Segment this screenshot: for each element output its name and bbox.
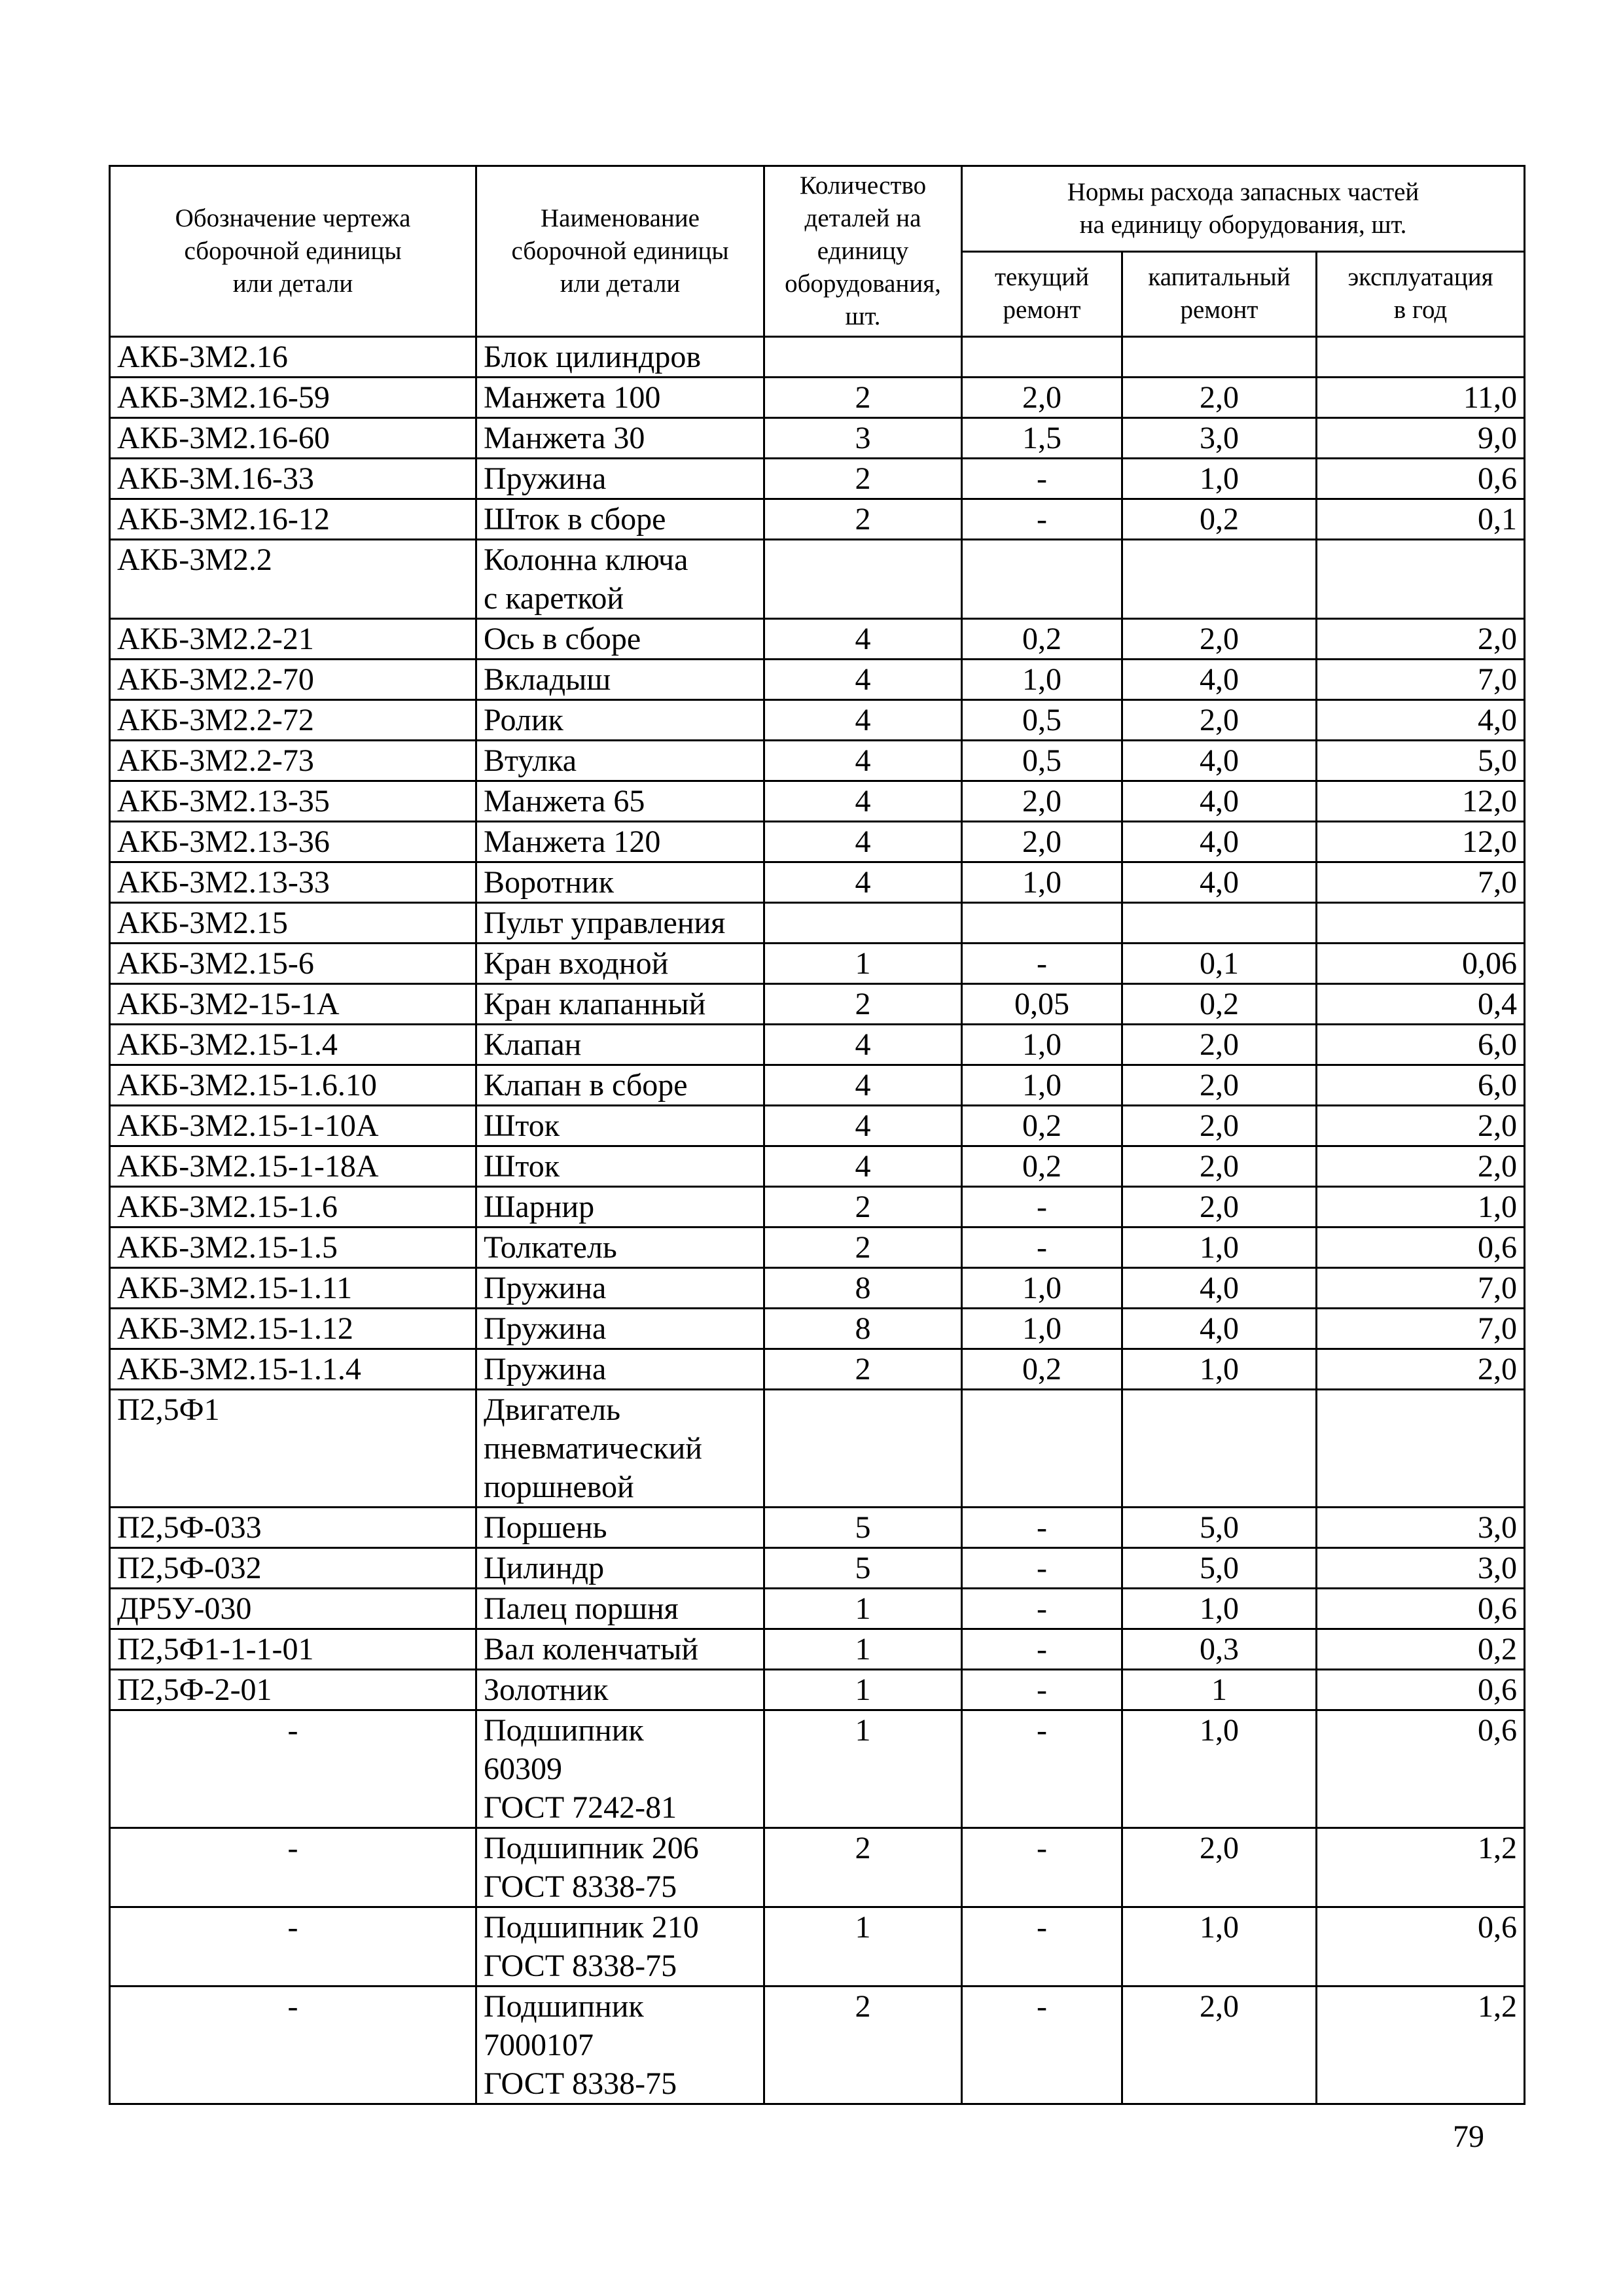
cell-unit-name: Кран входной [476,944,764,984]
cell-capital-repair: 3,0 [1122,418,1317,459]
cell-unit-name: Клапан в сборе [476,1065,764,1106]
table-row [110,619,1525,660]
table-row [110,1146,1525,1187]
cell-current-repair: - [962,1710,1122,1828]
cell-capital-repair: 2,0 [1122,378,1317,418]
cell-quantity: 4 [764,1146,962,1187]
cell-drawing-code: АКБ-3М2.15-6 [110,944,476,984]
cell-quantity: 4 [764,660,962,700]
cell-unit-name: Пружина [476,1349,764,1390]
cell-unit-name: Втулка [476,741,764,781]
header-unit-name: Наименование сборочной единицы или детали [476,166,764,337]
cell-quantity [764,1390,962,1508]
cell-drawing-code: - [110,1710,476,1828]
cell-current-repair: - [962,499,1122,540]
cell-drawing-code: АКБ-3М2.15-1.6.10 [110,1065,476,1106]
cell-quantity: 4 [764,822,962,862]
cell-quantity: 1 [764,1907,962,1987]
table-row [110,1589,1525,1629]
cell-unit-name: Манжета 65 [476,781,764,822]
page-number: 79 [1453,2119,1484,2154]
cell-unit-name: Вал коленчатый [476,1629,764,1670]
cell-operation-per-year: 2,0 [1317,619,1525,660]
cell-operation-per-year: 5,0 [1317,741,1525,781]
cell-current-repair: 1,0 [962,1309,1122,1349]
cell-unit-name: Золотник [476,1670,764,1710]
cell-operation-per-year: 1,2 [1317,1828,1525,1907]
table-row [110,1106,1525,1146]
cell-unit-name: Манжета 120 [476,822,764,862]
cell-quantity: 5 [764,1508,962,1548]
cell-current-repair: - [962,459,1122,499]
cell-current-repair: 0,2 [962,1146,1122,1187]
header-consumption-norms: Нормы расхода запасных частей на единицу оборудования, шт. [962,166,1525,252]
cell-quantity: 4 [764,700,962,741]
cell-current-repair: 2,0 [962,378,1122,418]
table-body [110,337,1525,2104]
cell-quantity: 4 [764,1065,962,1106]
cell-unit-name: Шток [476,1106,764,1146]
table-row [110,660,1525,700]
table-row [110,1508,1525,1548]
cell-unit-name: Пружина [476,1268,764,1309]
section-row [110,1390,1525,1508]
cell-unit-name: Двигатель пневматический поршневой [476,1390,764,1508]
cell-quantity [764,903,962,944]
cell-unit-name: Манжета 30 [476,418,764,459]
cell-operation-per-year: 0,6 [1317,1670,1525,1710]
cell-operation-per-year [1317,337,1525,378]
cell-drawing-code: П2,5Ф-2-01 [110,1670,476,1710]
cell-capital-repair: 5,0 [1122,1508,1317,1548]
cell-unit-name: Ось в сборе [476,619,764,660]
table-row [110,1710,1525,1828]
cell-current-repair: - [962,1987,1122,2104]
cell-drawing-code: АКБ-3М2.2-72 [110,700,476,741]
cell-operation-per-year: 0,1 [1317,499,1525,540]
cell-current-repair [962,337,1122,378]
cell-quantity: 4 [764,741,962,781]
table-row [110,822,1525,862]
cell-quantity [764,540,962,619]
cell-drawing-code: АКБ-3М2.2 [110,540,476,619]
cell-capital-repair: 2,0 [1122,1146,1317,1187]
cell-capital-repair: 1,0 [1122,1349,1317,1390]
cell-current-repair: 1,0 [962,1268,1122,1309]
cell-current-repair: 1,0 [962,660,1122,700]
cell-current-repair: 0,2 [962,1106,1122,1146]
cell-unit-name: Колонна ключа с кареткой [476,540,764,619]
cell-current-repair: 0,5 [962,741,1122,781]
cell-unit-name: Шток [476,1146,764,1187]
header-capital-repair: капитальный ремонт [1122,251,1317,337]
cell-drawing-code: ДР5У-030 [110,1589,476,1629]
cell-capital-repair [1122,1390,1317,1508]
cell-capital-repair: 2,0 [1122,1106,1317,1146]
cell-operation-per-year: 12,0 [1317,781,1525,822]
cell-unit-name: Цилиндр [476,1548,764,1589]
cell-drawing-code: - [110,1987,476,2104]
cell-capital-repair: 4,0 [1122,862,1317,903]
cell-operation-per-year: 7,0 [1317,1268,1525,1309]
cell-operation-per-year: 0,6 [1317,459,1525,499]
table-row [110,1670,1525,1710]
cell-unit-name: Толкатель [476,1227,764,1268]
cell-drawing-code: АКБ-3М2.15-1.1.4 [110,1349,476,1390]
cell-unit-name: Поршень [476,1508,764,1548]
cell-quantity: 2 [764,984,962,1025]
cell-capital-repair: 2,0 [1122,1828,1317,1907]
cell-quantity: 2 [764,378,962,418]
cell-unit-name: Воротник [476,862,764,903]
cell-operation-per-year: 2,0 [1317,1106,1525,1146]
cell-unit-name: Подшипник 60309 ГОСТ 7242-81 [476,1710,764,1828]
cell-drawing-code: АКБ-3М2.13-33 [110,862,476,903]
cell-current-repair: - [962,1907,1122,1987]
spare-parts-table [109,165,1525,2105]
cell-quantity: 2 [764,1187,962,1227]
cell-quantity: 4 [764,1025,962,1065]
table-row [110,944,1525,984]
cell-capital-repair: 4,0 [1122,1309,1317,1349]
cell-quantity: 1 [764,1670,962,1710]
cell-operation-per-year: 11,0 [1317,378,1525,418]
table-row [110,378,1525,418]
cell-capital-repair: 4,0 [1122,1268,1317,1309]
cell-quantity: 1 [764,1629,962,1670]
cell-capital-repair: 0,2 [1122,984,1317,1025]
cell-unit-name: Подшипник 7000107 ГОСТ 8338-75 [476,1987,764,2104]
cell-current-repair [962,540,1122,619]
cell-operation-per-year: 4,0 [1317,700,1525,741]
table-header [110,166,1525,337]
cell-unit-name: Подшипник 206 ГОСТ 8338-75 [476,1828,764,1907]
table-row [110,1065,1525,1106]
table-row [110,862,1525,903]
cell-capital-repair: 0,1 [1122,944,1317,984]
cell-operation-per-year [1317,540,1525,619]
cell-quantity: 1 [764,1710,962,1828]
cell-drawing-code: АКБ-3М2.16-59 [110,378,476,418]
cell-current-repair: 1,0 [962,1065,1122,1106]
cell-capital-repair: 1 [1122,1670,1317,1710]
cell-capital-repair [1122,540,1317,619]
cell-capital-repair: 2,0 [1122,700,1317,741]
cell-current-repair: - [962,1629,1122,1670]
table-row [110,499,1525,540]
table-row [110,1548,1525,1589]
cell-quantity: 4 [764,619,962,660]
cell-unit-name: Пружина [476,459,764,499]
table-row [110,1025,1525,1065]
cell-unit-name: Вкладыш [476,660,764,700]
cell-quantity: 3 [764,418,962,459]
cell-unit-name: Подшипник 210 ГОСТ 8338-75 [476,1907,764,1987]
cell-operation-per-year: 7,0 [1317,660,1525,700]
header-current-repair: текущий ремонт [962,251,1122,337]
cell-drawing-code: П2,5Ф1 [110,1390,476,1508]
cell-capital-repair: 0,3 [1122,1629,1317,1670]
cell-capital-repair: 5,0 [1122,1548,1317,1589]
cell-drawing-code: АКБ-3М2.16-60 [110,418,476,459]
header-operation-per-year: эксплуатация в год [1317,251,1525,337]
cell-capital-repair: 1,0 [1122,1710,1317,1828]
cell-capital-repair: 1,0 [1122,459,1317,499]
cell-quantity: 2 [764,1349,962,1390]
cell-operation-per-year: 0,6 [1317,1227,1525,1268]
cell-drawing-code: АКБ-3М2-15-1А [110,984,476,1025]
cell-operation-per-year: 0,2 [1317,1629,1525,1670]
cell-capital-repair: 4,0 [1122,660,1317,700]
cell-capital-repair: 0,2 [1122,499,1317,540]
table-row [110,1268,1525,1309]
cell-operation-per-year: 2,0 [1317,1349,1525,1390]
cell-quantity: 1 [764,944,962,984]
cell-current-repair: - [962,1548,1122,1589]
cell-quantity: 4 [764,1106,962,1146]
cell-current-repair: - [962,1508,1122,1548]
table-row [110,337,1525,378]
header-drawing-code: Обозначение чертежа сборочной единицы или детали [110,166,476,337]
cell-capital-repair [1122,903,1317,944]
cell-quantity: 1 [764,1589,962,1629]
cell-operation-per-year: 6,0 [1317,1065,1525,1106]
cell-current-repair [962,903,1122,944]
cell-operation-per-year: 0,06 [1317,944,1525,984]
cell-operation-per-year: 1,2 [1317,1987,1525,2104]
cell-unit-name: Шарнир [476,1187,764,1227]
cell-capital-repair: 2,0 [1122,1065,1317,1106]
cell-operation-per-year [1317,903,1525,944]
cell-drawing-code: АКБ-3М2.2-73 [110,741,476,781]
cell-capital-repair: 4,0 [1122,781,1317,822]
table-row [110,741,1525,781]
cell-quantity: 2 [764,1987,962,2104]
cell-operation-per-year: 0,6 [1317,1710,1525,1828]
cell-unit-name: Ролик [476,700,764,741]
cell-operation-per-year [1317,1390,1525,1508]
header-quantity: Количество деталей на единицу оборудования, шт. [764,166,962,337]
cell-drawing-code: П2,5Ф-032 [110,1548,476,1589]
cell-operation-per-year: 3,0 [1317,1508,1525,1548]
cell-unit-name: Шток в сборе [476,499,764,540]
cell-drawing-code: АКБ-3М2.15-1.12 [110,1309,476,1349]
cell-current-repair: 0,5 [962,700,1122,741]
table-row [110,1629,1525,1670]
cell-quantity: 2 [764,1227,962,1268]
cell-drawing-code: П2,5Ф-033 [110,1508,476,1548]
cell-current-repair: - [962,1589,1122,1629]
cell-current-repair: 0,2 [962,619,1122,660]
table-row [110,1987,1525,2104]
cell-drawing-code: - [110,1907,476,1987]
cell-quantity: 4 [764,781,962,822]
cell-operation-per-year: 6,0 [1317,1025,1525,1065]
cell-operation-per-year: 7,0 [1317,1309,1525,1349]
table-row [110,1349,1525,1390]
table-row [110,459,1525,499]
cell-capital-repair [1122,337,1317,378]
cell-current-repair: 1,5 [962,418,1122,459]
section-row [110,903,1525,944]
table-row [110,1227,1525,1268]
cell-current-repair: 2,0 [962,822,1122,862]
cell-quantity [764,337,962,378]
cell-operation-per-year: 12,0 [1317,822,1525,862]
cell-operation-per-year: 0,6 [1317,1589,1525,1629]
cell-unit-name: Блок цилиндров [476,337,764,378]
cell-drawing-code: АКБ-3М2.15-1.6 [110,1187,476,1227]
table-row [110,984,1525,1025]
cell-current-repair: 0,05 [962,984,1122,1025]
cell-operation-per-year: 0,6 [1317,1907,1525,1987]
cell-current-repair: - [962,944,1122,984]
cell-unit-name: Пульт управления [476,903,764,944]
cell-capital-repair: 2,0 [1122,1987,1317,2104]
cell-unit-name: Пружина [476,1309,764,1349]
cell-operation-per-year: 0,4 [1317,984,1525,1025]
cell-drawing-code: АКБ-3М2.2-21 [110,619,476,660]
cell-drawing-code: АКБ-3М2.15-1.4 [110,1025,476,1065]
cell-capital-repair: 1,0 [1122,1227,1317,1268]
cell-drawing-code: АКБ-3М2.2-70 [110,660,476,700]
cell-quantity: 8 [764,1268,962,1309]
cell-quantity: 2 [764,1828,962,1907]
cell-current-repair: - [962,1828,1122,1907]
cell-current-repair: - [962,1670,1122,1710]
cell-drawing-code: АКБ-3М2.13-36 [110,822,476,862]
cell-capital-repair: 2,0 [1122,1187,1317,1227]
cell-drawing-code: АКБ-3М2.16 [110,337,476,378]
cell-drawing-code: АКБ-3М2.15-1-18А [110,1146,476,1187]
cell-quantity: 2 [764,499,962,540]
cell-capital-repair: 1,0 [1122,1907,1317,1987]
cell-unit-name: Манжета 100 [476,378,764,418]
cell-operation-per-year: 2,0 [1317,1146,1525,1187]
cell-operation-per-year: 1,0 [1317,1187,1525,1227]
table-row [110,1828,1525,1907]
section-row [110,540,1525,619]
cell-drawing-code: АКБ-3М2.16-12 [110,499,476,540]
cell-drawing-code: - [110,1828,476,1907]
cell-current-repair: - [962,1187,1122,1227]
cell-capital-repair: 1,0 [1122,1589,1317,1629]
cell-current-repair: 1,0 [962,862,1122,903]
cell-operation-per-year: 7,0 [1317,862,1525,903]
cell-unit-name: Палец поршня [476,1589,764,1629]
cell-capital-repair: 2,0 [1122,619,1317,660]
cell-quantity: 5 [764,1548,962,1589]
cell-current-repair: 1,0 [962,1025,1122,1065]
cell-drawing-code: АКБ-3М2.15-1-10А [110,1106,476,1146]
cell-quantity: 4 [764,862,962,903]
cell-drawing-code: АКБ-3М2.15-1.11 [110,1268,476,1309]
table-row [110,1309,1525,1349]
cell-drawing-code: АКБ-3М.16-33 [110,459,476,499]
cell-operation-per-year: 3,0 [1317,1548,1525,1589]
table-row [110,1907,1525,1987]
cell-capital-repair: 4,0 [1122,741,1317,781]
cell-unit-name: Клапан [476,1025,764,1065]
cell-current-repair: - [962,1227,1122,1268]
cell-drawing-code: АКБ-3М2.13-35 [110,781,476,822]
cell-drawing-code: АКБ-3М2.15 [110,903,476,944]
cell-current-repair: 0,2 [962,1349,1122,1390]
cell-capital-repair: 4,0 [1122,822,1317,862]
cell-current-repair: 2,0 [962,781,1122,822]
cell-operation-per-year: 9,0 [1317,418,1525,459]
table-row [110,781,1525,822]
cell-unit-name: Кран клапанный [476,984,764,1025]
cell-capital-repair: 2,0 [1122,1025,1317,1065]
table-row [110,418,1525,459]
cell-drawing-code: АКБ-3М2.15-1.5 [110,1227,476,1268]
cell-quantity: 8 [764,1309,962,1349]
table-row [110,700,1525,741]
table-row [110,1187,1525,1227]
cell-drawing-code: П2,5Ф1-1-1-01 [110,1629,476,1670]
cell-quantity: 2 [764,459,962,499]
cell-current-repair [962,1390,1122,1508]
